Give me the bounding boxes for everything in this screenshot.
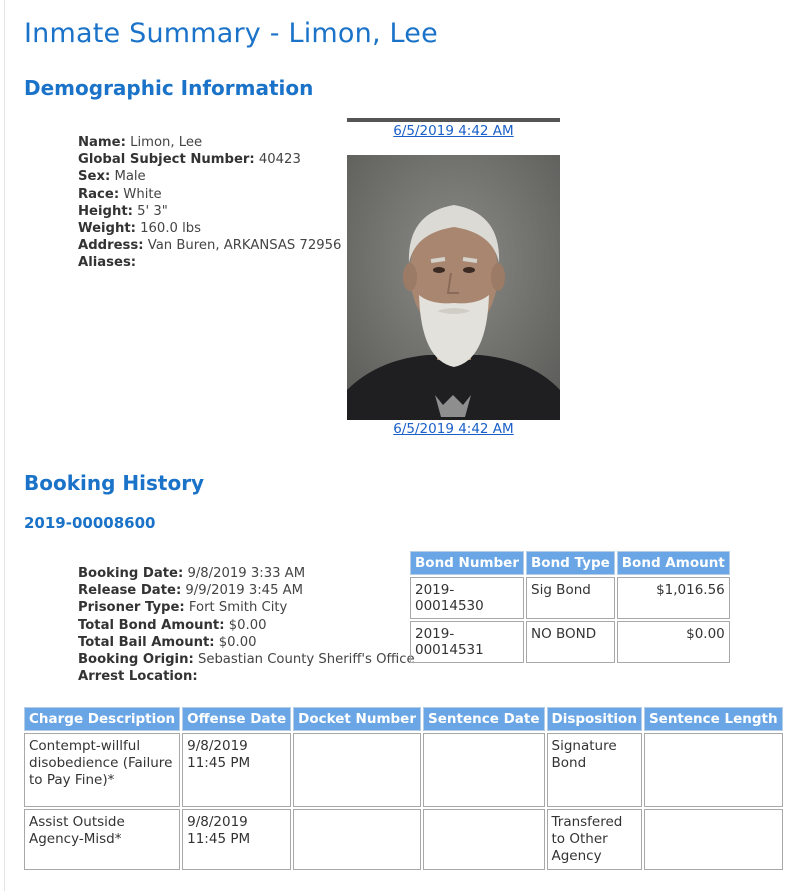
bond-col-amount: Bond Amount — [617, 551, 730, 575]
field-height: Height: 5' 3" — [78, 203, 168, 219]
docket-number-cell — [293, 809, 421, 870]
field-address: Address: Van Buren, ARKANSAS 72956 — [78, 238, 342, 254]
table-row — [410, 577, 730, 619]
bond-col-type: Bond Type — [526, 551, 615, 575]
bond-type-cell: NO BOND — [526, 621, 615, 663]
demographic-info — [78, 134, 341, 272]
bond-header-row — [410, 551, 730, 575]
offense-date-cell: 9/8/2019 11:45 PM — [182, 733, 291, 807]
page-title: Inmate Summary - Limon, Lee — [24, 18, 438, 49]
charge-description-cell: Contempt-willful disobedience (Failure to Pay Fine)* — [24, 733, 180, 807]
docket-number-cell — [293, 733, 421, 807]
field-name: Name: Limon, Lee — [78, 135, 203, 150]
sentence-date-cell — [423, 809, 545, 870]
table-row — [24, 733, 783, 807]
field-weight: Weight: 160.0 lbs — [78, 221, 202, 237]
sentence-length-cell — [644, 809, 783, 870]
charges-col-sentence-length: Sentence Length — [644, 707, 783, 731]
charges-header-row — [24, 707, 783, 731]
charges-col-sentence-date: Sentence Date — [423, 707, 545, 731]
booking-info — [78, 565, 415, 685]
field-aliases: Aliases: — [78, 255, 137, 271]
charges-table — [22, 705, 785, 872]
previous-photo-edge — [347, 118, 560, 122]
field-sex: Sex: Male — [78, 169, 146, 185]
charges-col-disposition: Disposition — [547, 707, 642, 731]
bond-col-number: Bond Number — [410, 551, 524, 575]
mugshot-photo[interactable] — [347, 155, 560, 420]
demographic-heading: Demographic Information — [24, 76, 314, 100]
field-booking-origin: Booking Origin: Sebastian County Sheriff's Office — [78, 652, 415, 668]
table-row — [410, 621, 730, 663]
field-prisoner-type: Prisoner Type: Fort Smith City — [78, 600, 288, 616]
disposition-cell: Signature Bond — [547, 733, 642, 807]
field-global-subject-number: Global Subject Number: 40423 — [78, 152, 301, 168]
bond-type-cell: Sig Bond — [526, 577, 615, 619]
field-total-bond-amount: Total Bond Amount: $0.00 — [78, 617, 267, 633]
bond-table — [408, 549, 732, 665]
charges-col-offense-date: Offense Date — [182, 707, 291, 731]
disposition-cell: Transfered to Other Agency — [547, 809, 642, 870]
bond-amount-cell: $1,016.56 — [617, 577, 730, 619]
photo-date-link-top[interactable]: 6/5/2019 4:42 AM — [393, 123, 514, 139]
bond-number-cell: 2019-00014530 — [410, 577, 524, 619]
bond-number-cell: 2019-00014531 — [410, 621, 524, 663]
sentence-length-cell — [644, 733, 783, 807]
booking-history-heading: Booking History — [24, 471, 205, 495]
photo-date-link-bottom[interactable]: 6/5/2019 4:42 AM — [393, 421, 514, 437]
charge-description-cell: Assist Outside Agency-Misd* — [24, 809, 180, 870]
sentence-date-cell — [423, 733, 545, 807]
field-arrest-location: Arrest Location: — [78, 669, 198, 685]
table-row — [24, 809, 783, 870]
field-race: Race: White — [78, 186, 162, 202]
booking-number: 2019-00008600 — [24, 514, 156, 532]
charges-col-description: Charge Description — [24, 707, 180, 731]
field-total-bail-amount: Total Bail Amount: $0.00 — [78, 634, 257, 650]
offense-date-cell: 9/8/2019 11:45 PM — [182, 809, 291, 870]
field-release-date: Release Date: 9/9/2019 3:45 AM — [78, 583, 304, 599]
charges-col-docket-number: Docket Number — [293, 707, 421, 731]
bond-amount-cell: $0.00 — [617, 621, 730, 663]
page-left-border — [4, 0, 5, 891]
field-booking-date: Booking Date: 9/8/2019 3:33 AM — [78, 566, 306, 581]
